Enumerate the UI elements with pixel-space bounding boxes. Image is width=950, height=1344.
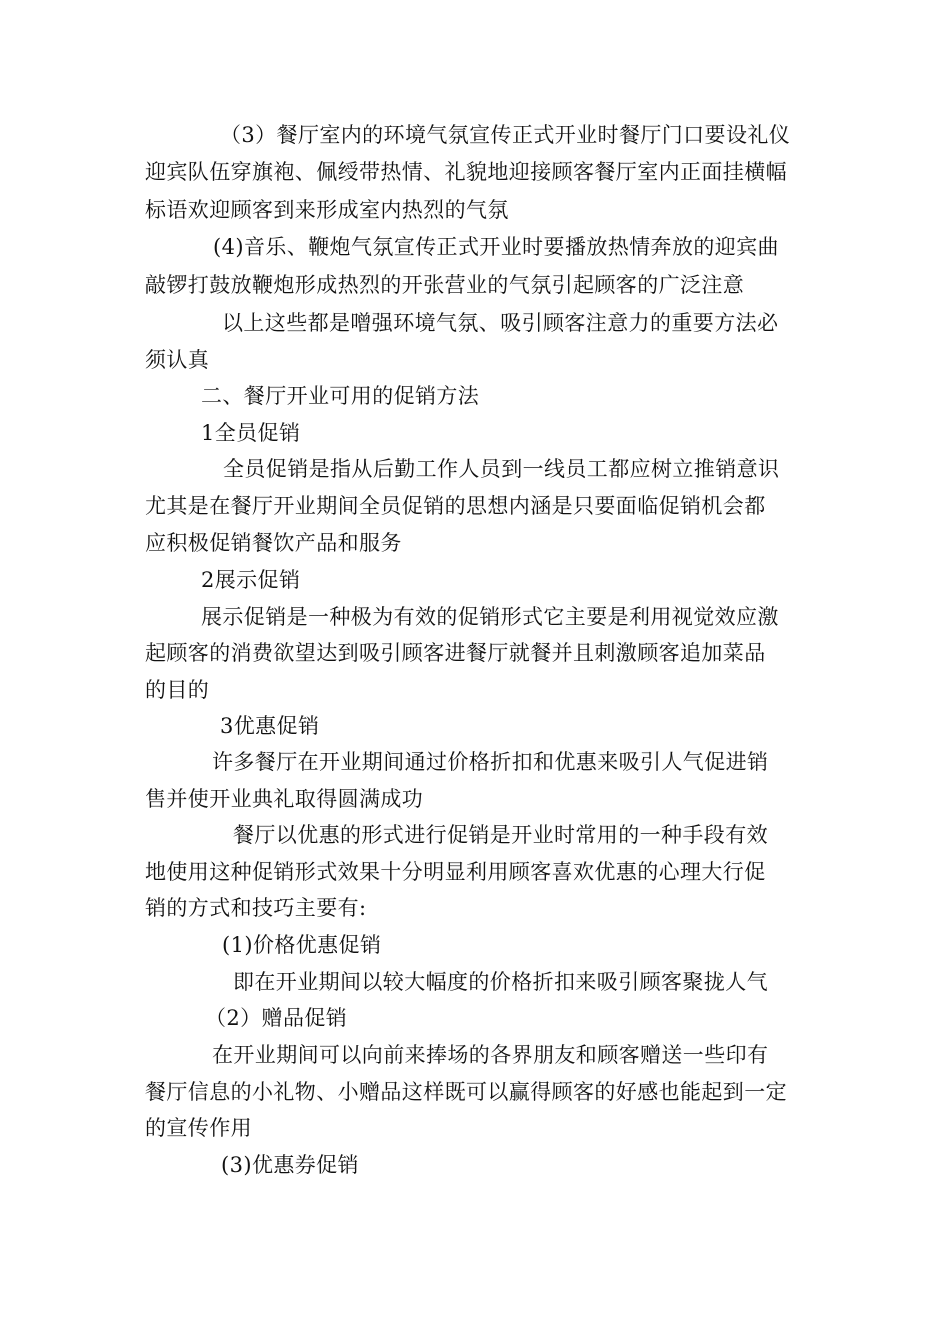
text-line-20: 餐厅以优惠的形式进行促销是开业时常用的一种手段有效 bbox=[233, 823, 768, 847]
text-line-14: 展示促销是一种极为有效的促销形式它主要是利用视觉效应激 bbox=[201, 605, 779, 629]
text-line-21: 地使用这种促销形式效果十分明显利用顾客喜欢优惠的心理大行促 bbox=[145, 860, 766, 884]
subheading-2: 2展示促销 bbox=[201, 568, 301, 592]
text-line-15: 起顾客的消费欲望达到吸引顾客进餐厅就餐并且刺激顾客追加菜品 bbox=[145, 641, 766, 665]
text-line-27: 餐厅信息的小礼物、小赠品这样既可以赢得顾客的好感也能起到一定 bbox=[145, 1080, 787, 1104]
text-line-7: 须认真 bbox=[145, 348, 210, 372]
section-heading: 二、餐厅开业可用的促销方法 bbox=[201, 384, 480, 408]
subheading-3: 3优惠促销 bbox=[220, 714, 320, 738]
subheading-3-3: (3)优惠券促销 bbox=[221, 1153, 359, 1177]
text-line-26: 在开业期间可以向前来捧场的各界朋友和顾客赠送一些印有 bbox=[212, 1043, 769, 1067]
text-line-10: 全员促销是指从后勤工作人员到一线员工都应树立推销意识 bbox=[223, 457, 780, 481]
subheading-3-1: (1)价格优惠促销 bbox=[222, 933, 382, 957]
text-line-2: 迎宾队伍穿旗袍、佩绶带热情、礼貌地迎接顾客餐厅室内正面挂横幅 bbox=[145, 160, 787, 184]
subheading-3-2: （2）赠品促销 bbox=[205, 1006, 348, 1030]
text-line-6: 以上这些都是噌强环境气氛、吸引顾客注意力的重要方法必 bbox=[222, 311, 779, 335]
text-line-3: 标语欢迎顾客到来形成室内热烈的气氛 bbox=[145, 198, 509, 222]
text-line-24: 即在开业期间以较大幅度的价格折扣来吸引顾客聚拢人气 bbox=[233, 970, 768, 994]
text-line-11: 尤其是在餐厅开业期间全员促销的思想内涵是只要面临促销机会都 bbox=[145, 494, 766, 518]
text-line-19: 售并使开业典礼取得圆满成功 bbox=[145, 787, 424, 811]
text-line-4: (4)音乐、鞭炮气氛宣传正式开业时要播放热情奔放的迎宾曲 bbox=[213, 235, 779, 259]
text-line-18: 许多餐厅在开业期间通过价格折扣和优惠来吸引人气促进销 bbox=[212, 750, 769, 774]
text-line-16: 的目的 bbox=[145, 678, 210, 702]
text-line-12: 应积极促销餐饮产品和服务 bbox=[145, 531, 402, 555]
text-line-22: 销的方式和技巧主要有: bbox=[145, 896, 367, 920]
text-line-28: 的宣传作用 bbox=[145, 1116, 252, 1140]
subheading-1: 1全员促销 bbox=[201, 421, 301, 445]
text-line-1: （3）餐厅室内的环境气氛宣传正式开业时餐厅门口要设礼仪 bbox=[220, 123, 791, 147]
text-line-5: 敲锣打鼓放鞭炮形成热烈的开张营业的气氛引起顾客的广泛注意 bbox=[145, 273, 745, 297]
